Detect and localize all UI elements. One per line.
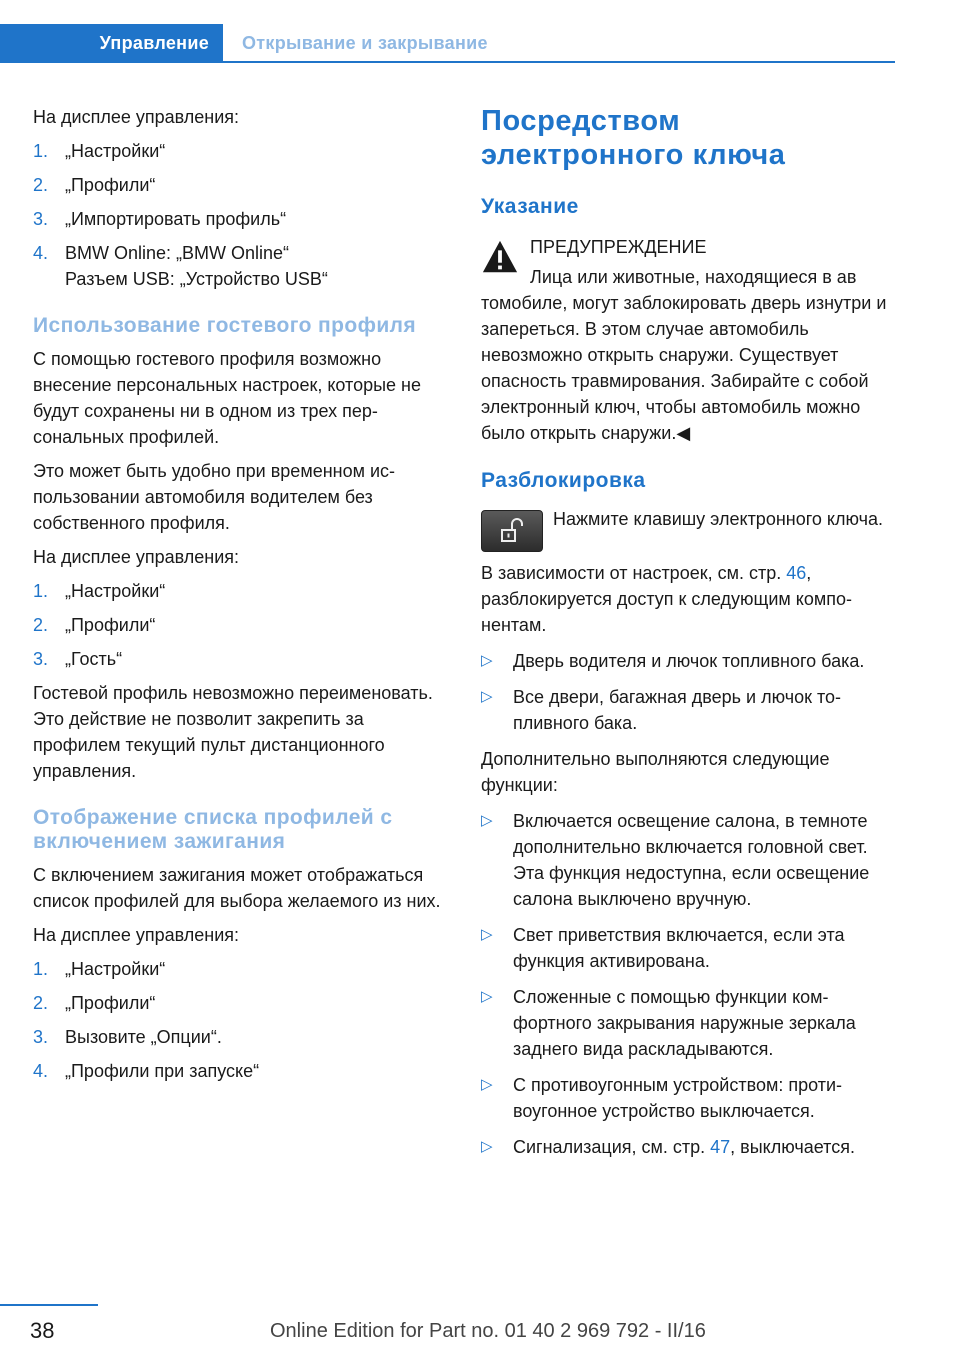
paragraph: Дополнительно выполняются следующие функции: xyxy=(481,749,830,795)
bullet-text: , выключается. xyxy=(730,1137,855,1157)
step-text: „Профили“ xyxy=(65,993,156,1013)
tab-section-chapter[interactable]: Открывание и закрывание xyxy=(242,33,488,53)
list-item xyxy=(481,1134,891,1160)
steps-list-guest xyxy=(33,578,443,672)
tab-section-active-label: Управление xyxy=(99,33,209,53)
list-item xyxy=(33,138,443,164)
step-text: „Профили“ xyxy=(65,175,156,195)
warning-text: томобиле, могут заблокировать дверь изнутри и запереться. В этом случае автомобиль невозможно открыть снаружи. Существует опасность травмирования. Забирайте с собой электронный ключ, чтобы автомобиль можно было открыть снаружи.◀ xyxy=(481,293,887,443)
bullet-text: Сложенные с помощью функции комфортного закрывания наружные зеркала заднего вида раскладываются. xyxy=(513,987,856,1059)
steps-list-import xyxy=(33,138,443,266)
list-item xyxy=(481,684,891,736)
step-text: „Профили“ xyxy=(65,615,156,635)
list-item xyxy=(33,612,443,638)
list-item xyxy=(481,648,891,674)
list-item xyxy=(481,1072,891,1124)
header-rule xyxy=(0,61,895,63)
step-number: 2. xyxy=(33,175,49,195)
bullet-triangle-icon: ▷ xyxy=(481,1076,493,1093)
paragraph: С помощью гостевого профиля возможно внесение персональных настроек, которые не будут сохранены ни в одном из трех персональных профилей. xyxy=(33,349,421,447)
paragraph: С включением зажигания может отображаться список профилей для выбора желаемого из них. xyxy=(33,865,441,911)
step-text: „Импортировать профиль“ xyxy=(65,209,287,229)
step-text: Вызовите „Опции“. xyxy=(65,1027,222,1047)
text-run: В зависимости от настроек, см. стр. xyxy=(481,563,787,583)
step-text: „Профили при запуске“ xyxy=(65,1061,260,1081)
step-number: 4. xyxy=(33,243,49,263)
step-number: 1. xyxy=(33,141,49,161)
intro-text: На дисплее управления: xyxy=(33,547,240,567)
step-number: 3. xyxy=(33,649,49,669)
list-item xyxy=(33,1024,443,1050)
list-item xyxy=(33,646,443,672)
edition-note: Online Edition for Part no. 01 40 2 969 792 - II/16 xyxy=(270,1320,706,1342)
unlock-key-row xyxy=(481,506,891,550)
steps-list-startup xyxy=(33,956,443,1084)
page-title: Посредством электронного ключа xyxy=(481,105,786,171)
section-heading-unlock: Разблокировка xyxy=(481,469,646,492)
bullet-text: Сигнализация, см. стр. xyxy=(513,1137,711,1157)
page-ref-link[interactable]: 47 xyxy=(710,1137,731,1157)
warning-title: ПРЕДУПРЕЖДЕНИЕ xyxy=(530,237,707,257)
intro-text: На дисплее управления: xyxy=(33,107,240,127)
text-run: , разблокируется доступ к следующим компонентам. xyxy=(481,563,852,635)
unlock-components-list xyxy=(481,648,891,736)
bullet-triangle-icon: ▷ xyxy=(481,926,493,943)
key-instruction: Нажмите клавишу электронного ключа. xyxy=(553,509,883,529)
list-item xyxy=(481,984,891,1062)
list-item xyxy=(481,922,891,974)
step-number: 2. xyxy=(33,993,49,1013)
step-text: „Настройки“ xyxy=(65,581,166,601)
step-number: 4. xyxy=(33,1061,49,1081)
step-text: „Гость“ xyxy=(65,649,123,669)
step-number: 3. xyxy=(33,209,49,229)
right-column xyxy=(481,104,891,1160)
intro-text: На дисплее управления: xyxy=(33,925,240,945)
step-number: 3. xyxy=(33,1027,49,1047)
warning-triangle-icon xyxy=(481,238,519,276)
section-heading-note: Указание xyxy=(481,195,579,218)
step-number: 1. xyxy=(33,959,49,979)
step-text: „Настройки“ xyxy=(65,141,166,161)
warning-text-first-line: Лица или животные, находящиеся в ав xyxy=(530,267,857,287)
step-number: 2. xyxy=(33,615,49,635)
bullet-triangle-icon: ▷ xyxy=(481,688,493,705)
bullet-triangle-icon: ▷ xyxy=(481,988,493,1005)
bullet-text: Дверь водителя и лючок топливного бака. xyxy=(513,651,865,671)
step-continuation: Разъем USB: „Устройство USB“ xyxy=(65,269,328,289)
list-item xyxy=(481,808,891,912)
extra-functions-list xyxy=(481,808,891,1160)
footer-rule xyxy=(0,1304,98,1306)
list-item xyxy=(33,956,443,982)
bullet-triangle-icon: ▷ xyxy=(481,1138,493,1155)
bullet-triangle-icon: ▷ xyxy=(481,812,493,829)
page-ref-link[interactable]: 46 xyxy=(786,563,807,583)
unlock-button-icon xyxy=(481,510,543,552)
step-text: BMW Online: „BMW Online“ xyxy=(65,243,290,263)
step-text: „Настройки“ xyxy=(65,959,166,979)
warning-block xyxy=(481,234,891,446)
paragraph: Это может быть удобно при временном использовании автомобиля водителем без собственного профиля. xyxy=(33,461,396,533)
bullet-text: С противоугонным устройством: противоугонное устройство выключается. xyxy=(513,1075,842,1121)
list-item xyxy=(33,240,443,266)
list-item xyxy=(33,206,443,232)
bullet-triangle-icon: ▷ xyxy=(481,652,493,669)
paragraph xyxy=(481,560,891,638)
section-heading-guest: Использование гостевого профиля xyxy=(33,314,417,337)
open-padlock-icon xyxy=(482,511,542,551)
left-column xyxy=(33,104,443,1084)
list-item xyxy=(33,990,443,1016)
list-item xyxy=(33,1058,443,1084)
tab-section-active[interactable] xyxy=(0,24,223,62)
bullet-text: Свет приветствия включается, если эта функция активирована. xyxy=(513,925,845,971)
list-item xyxy=(33,578,443,604)
page-number: 38 xyxy=(30,1318,55,1343)
list-item xyxy=(33,172,443,198)
bullet-text: Включается освещение салона, в темноте дополнительно включается головной свет. Эта функция недоступна, если освещение салона выключено вручную. xyxy=(513,811,870,909)
section-heading-profile-list: Отображение списка профилей с включением зажигания xyxy=(33,806,393,853)
bullet-text: Все двери, багажная дверь и лючок топливного бака. xyxy=(513,687,842,733)
paragraph: Гостевой профиль невозможно переименовать. Это действие не позволит закрепить за профилем текущий пульт дистанционного управления. xyxy=(33,683,433,781)
step-number: 1. xyxy=(33,581,49,601)
